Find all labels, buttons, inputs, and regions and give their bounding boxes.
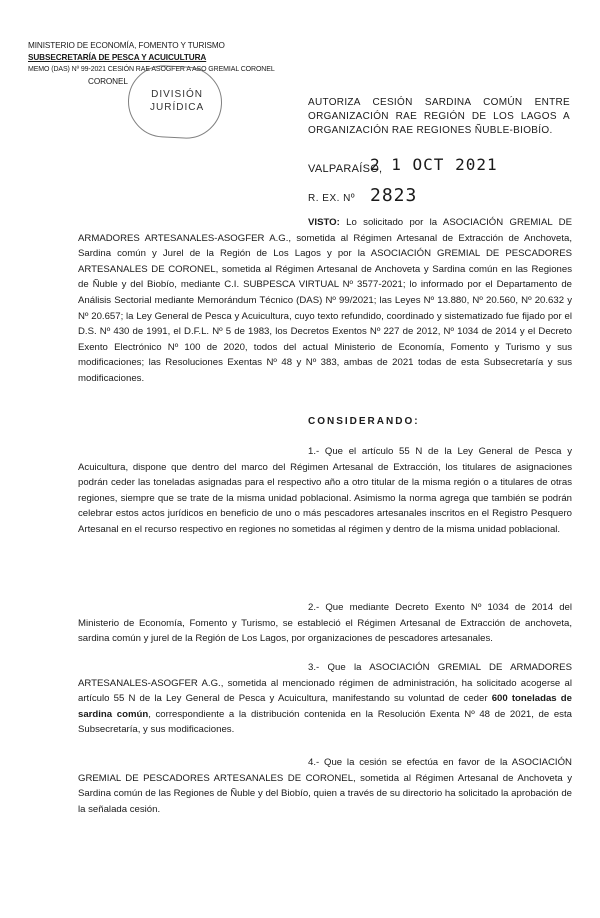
considerando-4-text: 4.- Que la cesión se efectúa en favor de la ASOCIACIÓN GREMIAL DE PESCADORES ARTESANALES DE CORONEL, sometida al Régimen Artesanal de Anchoveta y Sardina común de las Regiones de Ñuble y del Biobío, quien a través de su directorio ha solicitado la aprobación de la señalada cesión.: [78, 757, 572, 815]
considerando-2-text: 2.- Que mediante Decreto Exento Nº 1034 de 2014 del Ministerio de Economía, Fomento y Turismo, se estableció el Régimen Artesanal de Extracción de anchoveta, sardina común y jurel de la Región de Los Lagos, por organizaciones de pescadores artesanales.: [78, 602, 572, 645]
stamp-text: [150, 88, 204, 114]
considerando-1: [78, 444, 572, 538]
visto-paragraph: [78, 215, 572, 387]
place-label: VALPARAÍSO,: [308, 163, 383, 175]
visto-text: Lo solicitado por la ASOCIACIÓN GREMIAL DE ARMADORES ARTESANALES-ASOGFER A.G., sometida al Régimen Artesanal de Extracción de Anchoveta, Sardina común y Jurel de la Región de Los Lagos y por la ASOCIACIÓN GREMIAL DE PESCADORES ARTESANALES DE CORONEL, sometida al Régimen Artesanal de Anchoveta y Sardina común en las Regiones de Ñuble y del Biobío, mediante C.I. SUBPESCA VIRTUAL Nº 3577-2021; lo informado por el Departamento de Análisis Sectorial mediante Memorándum Técnico (DAS) Nº 99/2021; las Leyes Nº 13.880, Nº 20.560, Nº 20.632 y Nº 20.657; la Ley General de Pesca y Acuicultura, cuyo texto refundido, coordinado y sistematizado fue fijado por el D.S. Nº 430 de 1991, el D.F.L. Nº 5 de 1983, los Decretos Exentos Nº 227 de 2012, Nº 1034 de 2014 y el Decreto Exento Electrónico Nº 100 de 2020, todos del actual Ministerio de Economía, Fomento y Turismo y sus modificaciones; las Resoluciones Exentas Nº 48 y Nº 383, ambas de 2021 todas de esta Subsecretaría y sus modificaciones.: [78, 217, 572, 384]
considerando-1-text: 1.- Que el artículo 55 N de la Ley General de Pesca y Acuicultura, dispone que dentro del marco del Régimen Artesanal de Extracción, los titulares de asignaciones podrán ceder las toneladas asignadas para el respectivo año a otro titular de la misma región o a titulares de otras regiones, siempre que se trate de la misma unidad poblacional. Asimismo la norma agrega que también se podrán celebrar estos actos jurídicos en beneficio de uno o más pescadores artesanales inscritos en el Registro Pesquero Artesanal en el recurso respectivo en regiones no sometidas al régimen y dentro de la misma unidad poblacional.: [78, 446, 572, 535]
stamp-line-2: JURÍDICA: [150, 102, 205, 113]
considerando-4: [78, 755, 572, 817]
ministry-name: MINISTERIO DE ECONOMÍA, FOMENTO Y TURISMO: [28, 41, 225, 50]
resolution-number: 2823: [370, 185, 418, 206]
visto-label: VISTO:: [308, 217, 340, 228]
subsecretaria-name: SUBSECRETARÍA DE PESCA Y ACUICULTURA: [28, 53, 207, 62]
document-subject: AUTORIZA CESIÓN SARDINA COMÚN ENTRE ORGANIZACIÓN RAE REGIÓN DE LOS LAGOS A ORGANIZACIÓN RAE REGIONES ÑUBLE-BIOBÍO.: [308, 97, 570, 136]
considerando-3: [78, 660, 572, 738]
stamp-line-1: DIVISIÓN: [151, 89, 204, 100]
resolution-label: R. EX. Nº: [308, 193, 356, 204]
memo-reference-cont: CORONEL: [88, 77, 128, 86]
considerando-3-text-a: 3.- Que la ASOCIACIÓN GREMIAL DE ARMADORES ARTESANALES-ASOGFER A.G., sometida al mencionado régimen de administración, ha solicitado acogerse al artículo 55 N de la Ley General de Pesca y Acuicultura, manifestando su voluntad de ceder: [78, 662, 572, 705]
memo-reference: MEMO (DAS) Nº 99-2021 CESIÓN RAE ASOGFER A ASO GREMIAL CORONEL: [28, 66, 275, 73]
considerando-2: [78, 600, 572, 647]
considerando-3-text-c: , correspondiente a la distribución contenida en la Resolución Exenta Nº 48 de 2021, de esta Subsecretaría, y sus modificaciones.: [78, 708, 572, 736]
considerando-heading: CONSIDERANDO:: [308, 416, 420, 427]
document-date: 2 1 OCT 2021: [370, 155, 498, 174]
considerando-3-quantity: 600 toneladas de sardina común: [78, 693, 572, 720]
